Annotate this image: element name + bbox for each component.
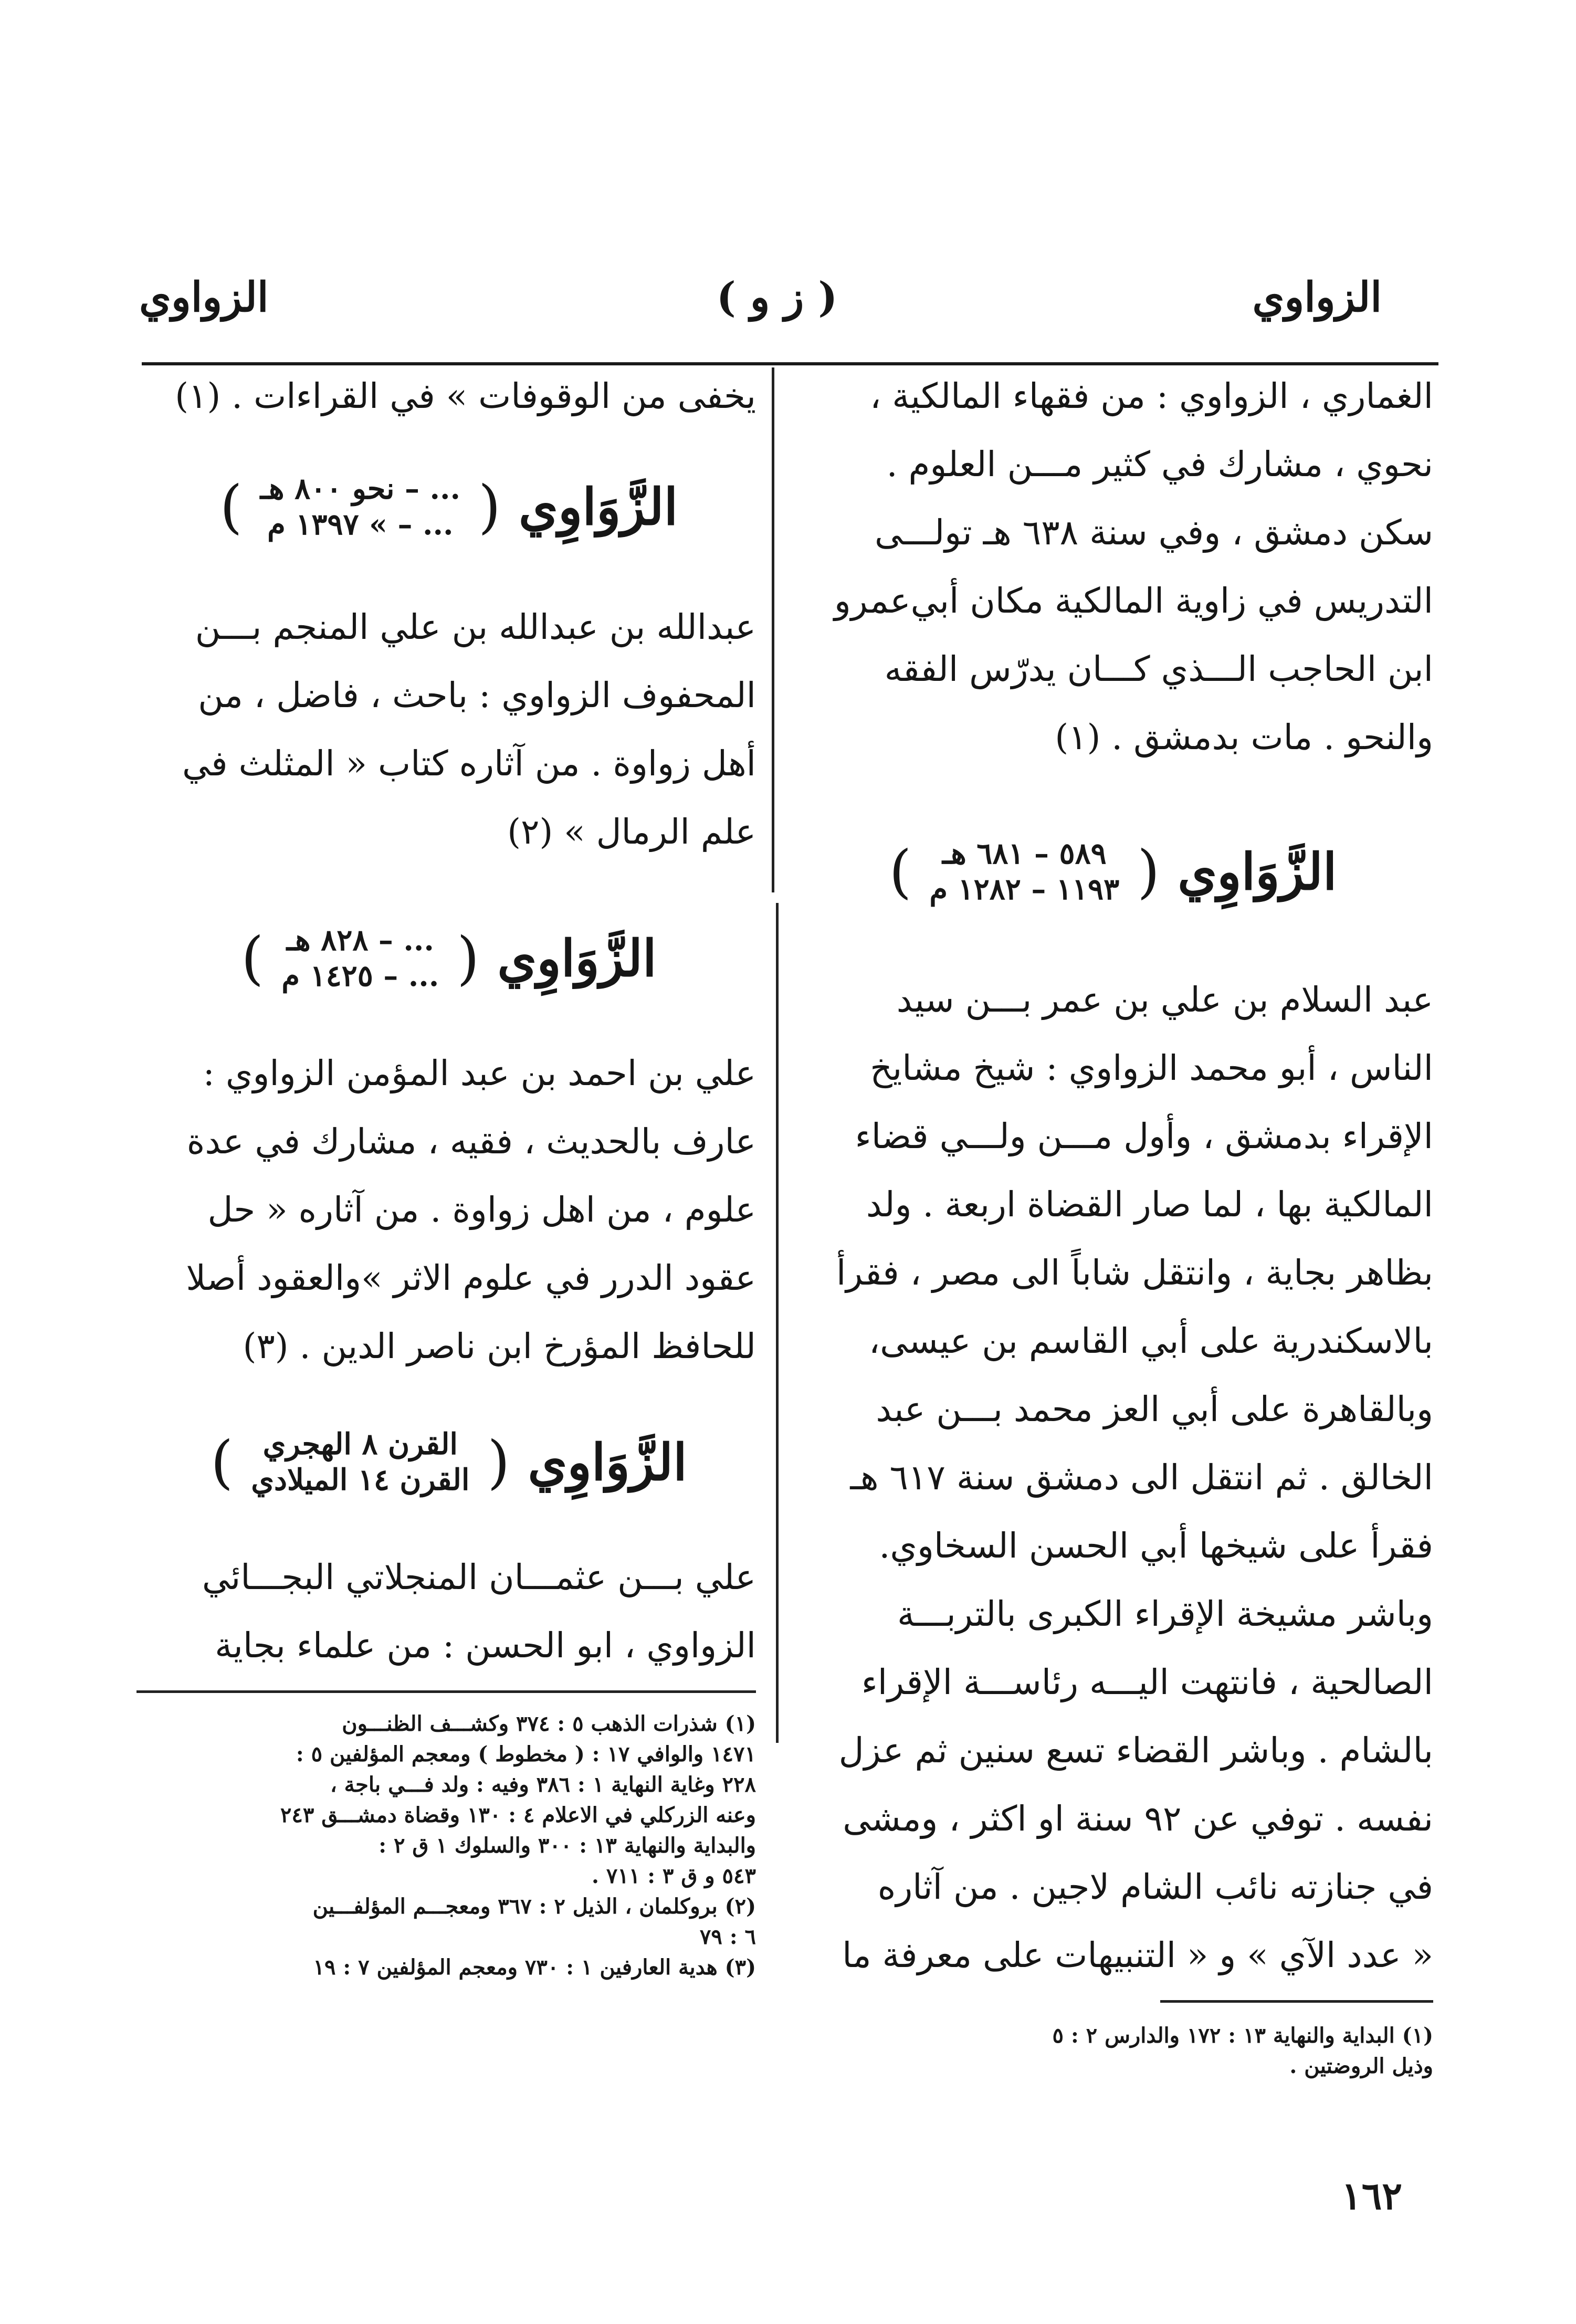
text-line: ابن الحاجب الـــذي كـــان يدرّس الفقه bbox=[884, 649, 1433, 689]
text-line: علي بن احمد بن عبد المؤمن الزواوي : bbox=[203, 1053, 756, 1093]
running-head-left: الزواوي bbox=[139, 274, 269, 321]
entry-body bbox=[142, 1039, 756, 1381]
running-head-right: الزواوي bbox=[1252, 274, 1382, 321]
footnote-line: (١) شذرات الذهب ٥ : ٣٧٤ وكشـــف الظنـــون bbox=[342, 1711, 756, 1736]
running-head-center: ( ز و ) bbox=[716, 274, 838, 321]
footnote-line: والبداية والنهاية ١٣ : ٣٠٠ والسلوك ١ ق ٢ : bbox=[379, 1833, 756, 1858]
entry-body bbox=[142, 1543, 756, 1680]
entry-heading bbox=[142, 908, 756, 1008]
entry-heading bbox=[793, 819, 1433, 924]
text-line: المحفوف الزواوي : باحث ، فاضل ، من bbox=[198, 675, 756, 716]
text-line: فقرأ على شيخها أبي الحسن السخاوي. bbox=[879, 1526, 1433, 1566]
entry-name: الزَّوَاوِي bbox=[1178, 842, 1337, 901]
text-line: علم الرمال » (٢) bbox=[507, 812, 756, 852]
text-line: في جنازته نائب الشام لاجين . من آثاره bbox=[877, 1867, 1433, 1907]
text-line: علوم ، من اهل زواوة . من آثاره « حل bbox=[207, 1190, 756, 1230]
entry-name: الزَّوَاوِي bbox=[528, 1432, 687, 1492]
footnote-rule bbox=[136, 1690, 756, 1693]
text-line: بالاسكندرية على أبي القاسم بن عيسى، bbox=[868, 1321, 1433, 1361]
text-line: الزواوي ، ابو الحسن : من علماء بجاية bbox=[215, 1625, 756, 1666]
century-hijri: القرن ٨ الهجري bbox=[262, 1427, 458, 1461]
entry-dates bbox=[260, 471, 460, 542]
close-bracket: ) bbox=[889, 838, 912, 905]
open-bracket: ( bbox=[457, 924, 480, 992]
text-line: الصالحية ، فانتهت اليـــه رئاســـة الإقراء bbox=[861, 1662, 1433, 1702]
text-line: وباشر مشيخة الإقراء الكبرى بالتربـــة bbox=[897, 1594, 1433, 1634]
footnote-line: ٥٤٣ و ق ٣ : ٧١١ . bbox=[591, 1864, 756, 1888]
miladi-dates: ١١٩٣ – ١٢٨٢ م bbox=[929, 872, 1120, 907]
entry-dates bbox=[281, 922, 439, 994]
left-intro bbox=[142, 362, 756, 430]
miladi-dates: ... – » ١٣٩٧ م bbox=[267, 507, 454, 542]
text-line: بالشام . وباشر القضاء تسع سنين ثم عزل bbox=[838, 1730, 1433, 1771]
entry-body bbox=[793, 966, 1433, 1990]
text-line: عبدالله بن عبدالله بن علي المنجم بـــن bbox=[195, 607, 756, 647]
text-line: بظاهر بجاية ، وانتقل شاباً الى مصر ، فقرأ bbox=[836, 1253, 1433, 1293]
text-line: وبالقاهرة على أبي العز محمد بـــن عبد bbox=[876, 1389, 1433, 1429]
close-bracket: ) bbox=[211, 1428, 234, 1496]
hijri-dates: ... – ٨٢٨ هـ bbox=[286, 923, 434, 958]
entry-dates bbox=[251, 1426, 469, 1498]
page-number: ١٦٢ bbox=[1341, 2173, 1403, 2218]
text-line: نحوي ، مشارك في كثير مـــن العلوم . bbox=[886, 444, 1433, 485]
right-intro bbox=[793, 362, 1433, 772]
century-miladi: القرن ١٤ الميلادي bbox=[251, 1463, 470, 1497]
close-bracket: ) bbox=[219, 473, 243, 540]
entry-body bbox=[142, 593, 756, 866]
text-line: والنحو . مات بدمشق . (١) bbox=[1055, 717, 1433, 758]
footnote-rule bbox=[1160, 2000, 1433, 2003]
miladi-dates: ... – ١٤٢٥ م bbox=[281, 959, 439, 993]
entry-name: الزَّوَاوِي bbox=[497, 928, 657, 988]
footnotes bbox=[142, 1709, 756, 1983]
open-bracket: ( bbox=[1137, 838, 1160, 905]
text-line: « عدد الآي » و « التنبيهات على معرفة ما bbox=[842, 1935, 1433, 1975]
text-line: أهل زواوة . من آثاره كتاب « المثلث في bbox=[182, 743, 756, 784]
text-line: المالكية بها ، لما صار القضاة اربعة . ولد bbox=[866, 1184, 1433, 1225]
footnote-line: (١) البداية والنهاية ١٣ : ١٧٢ والدارس ٢ : ٥ bbox=[1052, 2023, 1433, 2048]
text-line: الغماري ، الزواوي : من فقهاء المالكية ، bbox=[869, 376, 1433, 416]
text-line: التدريس في زاوية المالكية مكان أبي‌عمرو bbox=[834, 581, 1433, 621]
entry-heading bbox=[142, 457, 756, 556]
column-divider-upper bbox=[772, 367, 774, 892]
footnote-line: وعنه الزركلي في الاعلام ٤ : ١٣٠ وقضاة دمشـــق ٢٤٣ bbox=[280, 1803, 756, 1827]
footnotes bbox=[793, 2021, 1433, 2081]
footnote-line: (٢) بروكلمان ، الذيل ٢ : ٣٦٧ ومعجـــم المؤلفـــين bbox=[312, 1894, 756, 1919]
hijri-dates: ... – نحو ٨٠٠ هـ bbox=[260, 471, 460, 506]
text-line: للحافظ المؤرخ ابن ناصر الدين . (٣) bbox=[243, 1326, 756, 1366]
text-line: الناس ، أبو محمد الزواوي : شيخ مشايخ bbox=[870, 1048, 1433, 1088]
text-line: عقود الدرر في علوم الاثر »والعقود أصلا bbox=[186, 1258, 756, 1298]
hijri-dates: ٥٨٩ – ٦٨١ هـ bbox=[942, 836, 1107, 871]
text-line: علي بـــن عثمـــان المنجلاتي البجـــائي bbox=[202, 1557, 756, 1597]
open-bracket: ( bbox=[487, 1428, 510, 1496]
right-column bbox=[793, 362, 1433, 2081]
open-bracket: ( bbox=[478, 473, 501, 540]
text-line: نفسه . توفي عن ٩٢ سنة او اكثر ، ومشى bbox=[843, 1799, 1433, 1839]
footnote-line: ٦ : ٧٩ bbox=[699, 1925, 756, 1949]
entry-dates bbox=[929, 836, 1119, 907]
column-divider-lower bbox=[776, 903, 779, 1743]
entry-name: الزَّوَاوِي bbox=[518, 477, 678, 537]
close-bracket: ) bbox=[241, 924, 264, 992]
text-line: الخالق . ثم انتقل الى دمشق سنة ٦١٧ هـ bbox=[850, 1457, 1433, 1498]
footnote-line: ٢٢٨ وغاية النهاية ١ : ٣٨٦ وفيه : ولد فـــي باجة ، bbox=[330, 1772, 756, 1797]
text-line: عارف بالحديث ، فقيه ، مشارك في عدة bbox=[186, 1121, 756, 1162]
footnote-line: (٣) هدية العارفين ١ : ٧٣٠ ومعجم المؤلفين ٧ : ١٩ bbox=[313, 1955, 756, 1980]
entry-heading bbox=[142, 1412, 756, 1512]
text-line: الإقراء بدمشق ، وأول مـــن ولـــي قضاء bbox=[855, 1116, 1433, 1156]
left-column bbox=[142, 362, 756, 1983]
text-line: يخفى من الوقوفات » في القراءات . (١) bbox=[175, 376, 756, 416]
footnote-line: ١٤٧١ والوافي ١٧ : ( مخطوط ) ومعجم المؤلفين ٥ : bbox=[296, 1742, 756, 1766]
text-line: سكن دمشق ، وفي سنة ٦٣٨ هـ تولـــى bbox=[875, 512, 1433, 553]
text-line: عبد السلام بن علي بن عمر بـــن سيد bbox=[896, 980, 1433, 1020]
footnote-line: وذيل الروضتين . bbox=[1289, 2054, 1433, 2078]
